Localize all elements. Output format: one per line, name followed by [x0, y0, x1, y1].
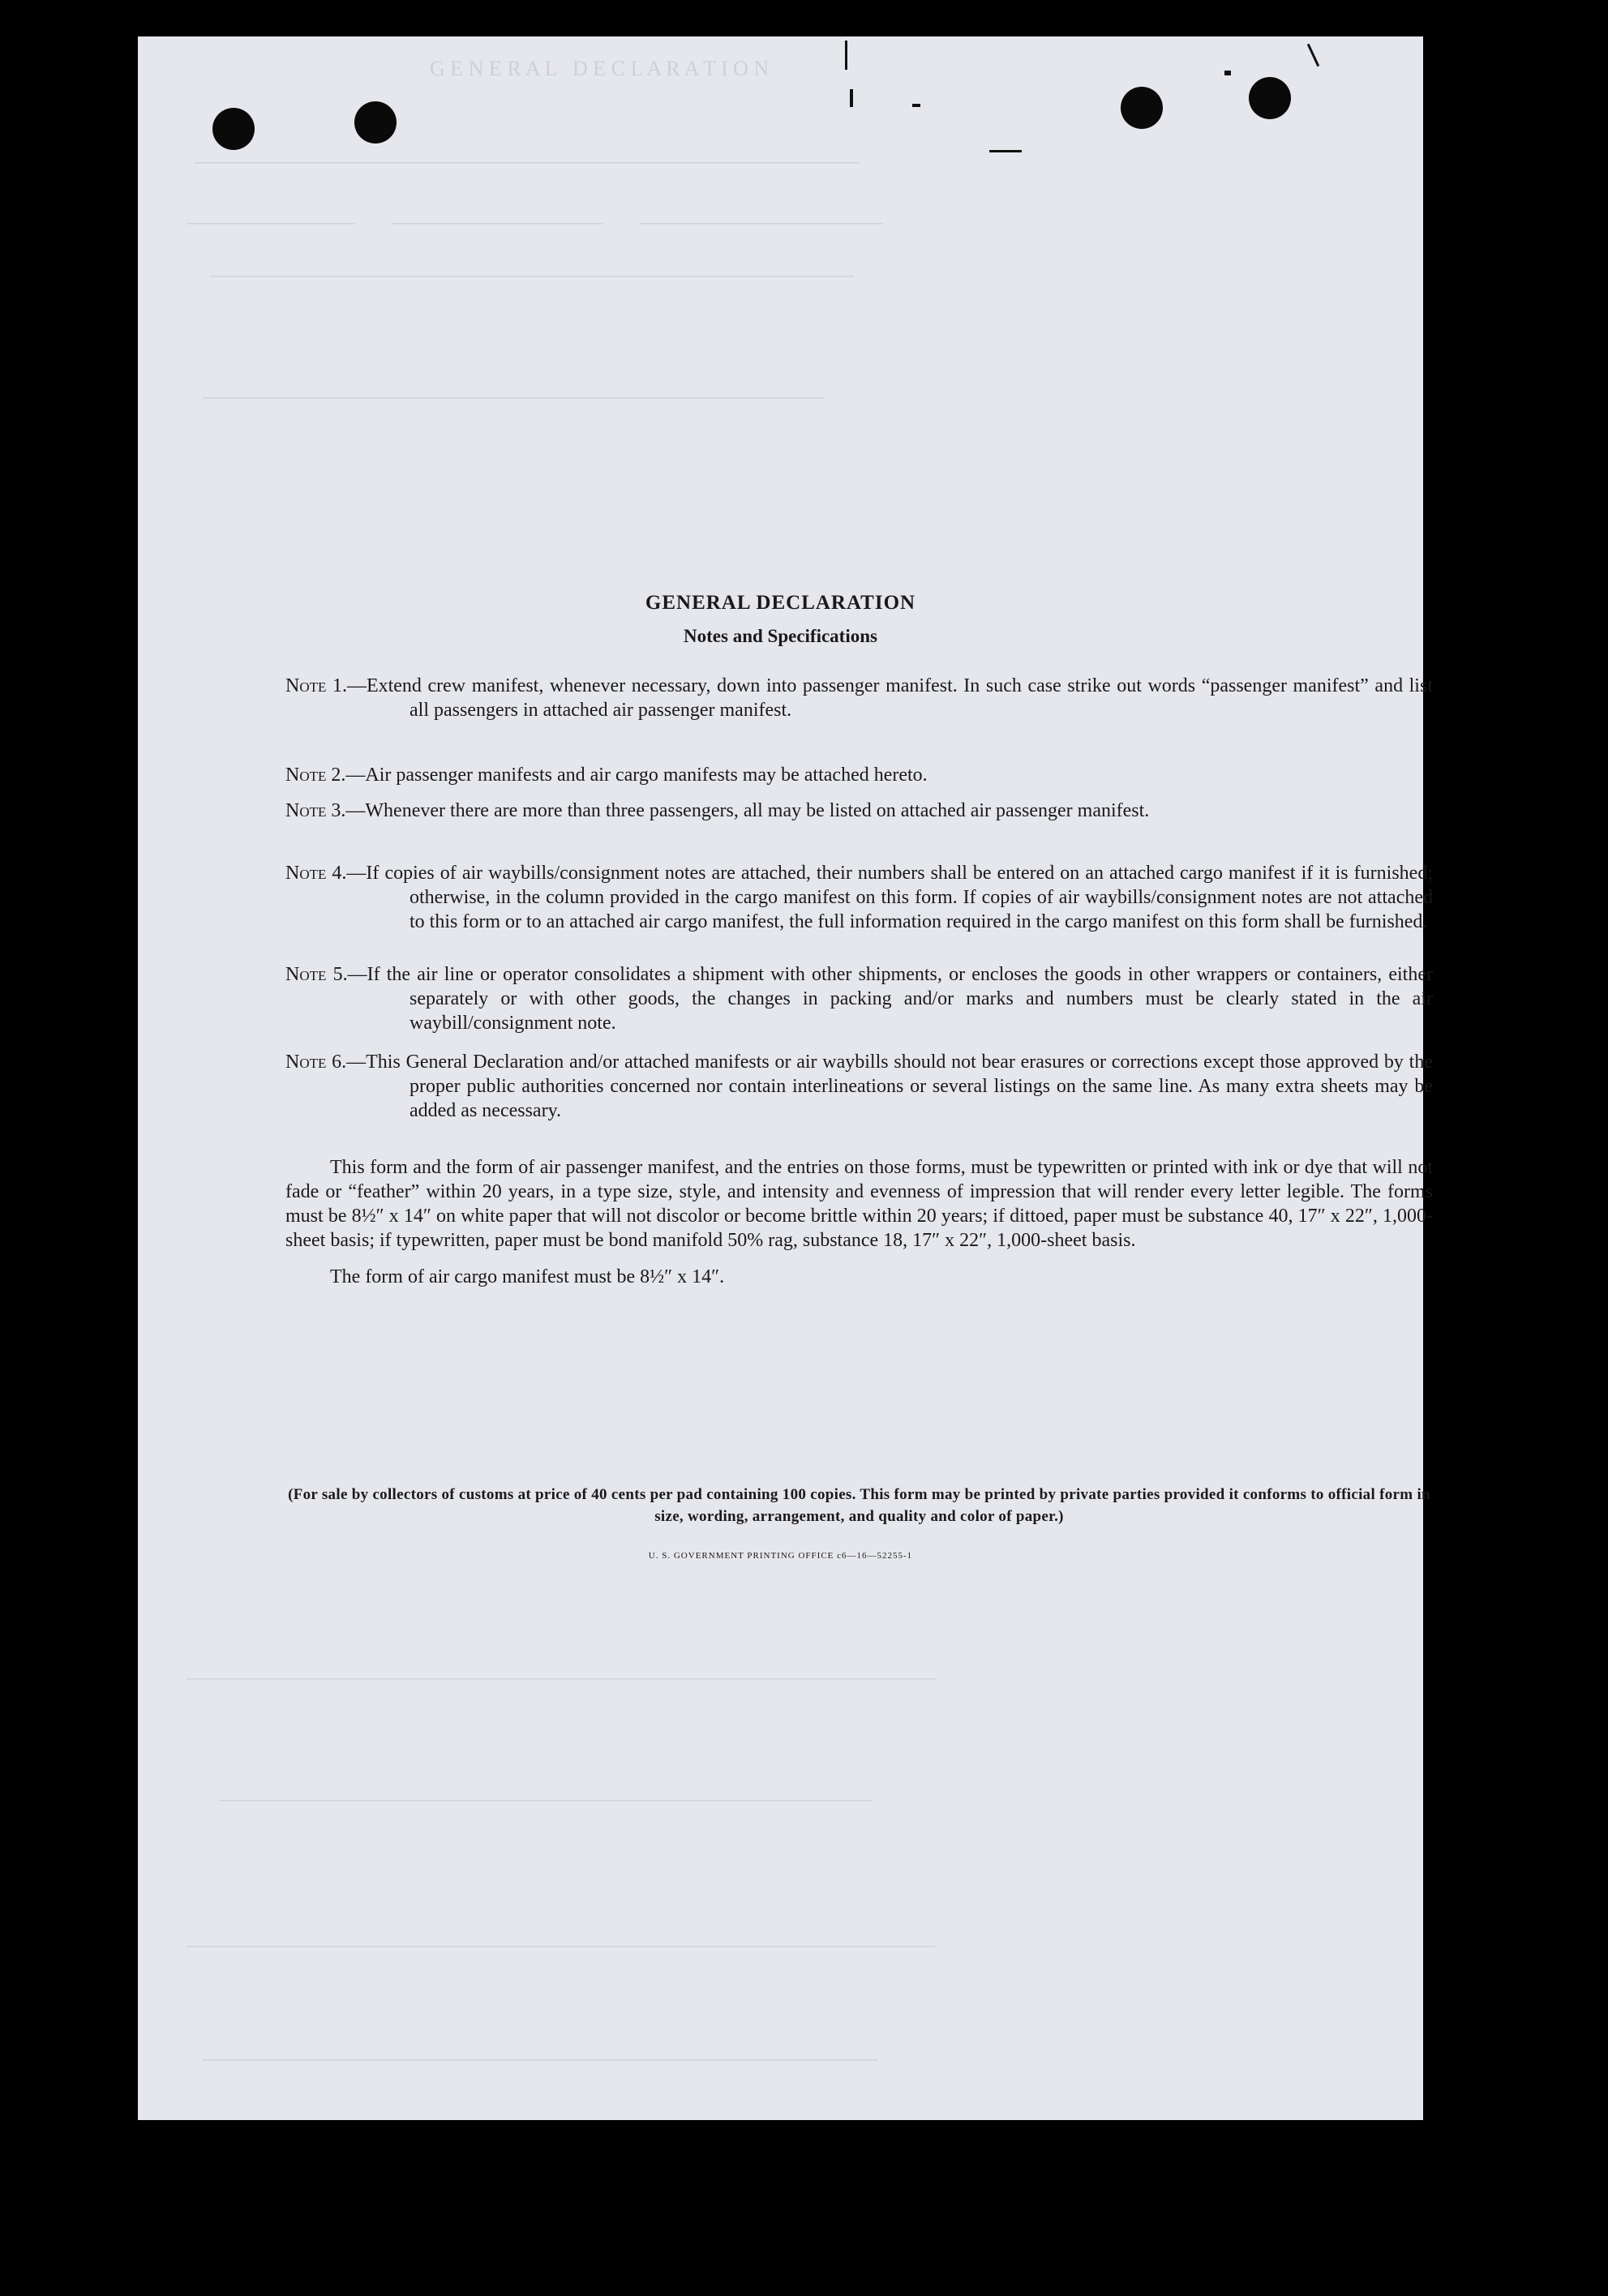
ink-mark: [1224, 71, 1231, 75]
show-through: ________________________________________________________________: [203, 2039, 877, 2063]
note-text: —If copies of air waybills/consignment notes are attached, their numbers shall be entered on an attached cargo manifest if it is furnished; otherwise, in the column provided in the cargo manifest on this form. If copies of air waybills/consignment notes are not attached to this form or to an attached air cargo manifest, the full information required in the cargo manifest on this form shall be furnished.: [346, 863, 1433, 932]
note-label: Note 1.: [285, 675, 347, 696]
ink-mark: [845, 41, 847, 70]
show-through: ______________________________________________________________: [219, 1780, 873, 1803]
ink-mark: [1307, 44, 1319, 66]
note-label: Note 2.: [285, 765, 346, 786]
cargo-manifest-text: The form of air cargo manifest must be 8½″ x 14″.: [330, 1266, 725, 1287]
note-text: —This General Declaration and/or attached manifests or air waybills should not bear erasures or corrections except those approved by the proper public authorities concerned nor contain interlineations or several listings on the same line. As many extra sheets may be added as necessary.: [346, 1052, 1433, 1121]
document-page: [138, 36, 1433, 2120]
note-label: Note 4.: [285, 863, 347, 884]
note-text: —Extend crew manifest, whenever necessary, down into passenger manifest. In such case strike out words “passenger manifest” and list all passengers in attached air passenger manifest.: [346, 675, 1433, 721]
note-label: Note 3.: [285, 800, 346, 821]
sale-notice: (For sale by collectors of customs at price of 40 cents per pad containing 100 copies. This form may be printed by private parties provided it conforms to official form in size, wording, arrangement, and quality and color of paper.): [288, 1486, 1430, 1525]
document-subtitle: Notes and Specifications: [684, 626, 877, 646]
cargo-manifest-size: [285, 1265, 1433, 1289]
specification-paragraph: [285, 1155, 1433, 1253]
document-title: GENERAL DECLARATION: [645, 592, 916, 614]
show-through: ___________________________________________________________: [203, 377, 825, 401]
printer-imprint: U. S. GOVERNMENT PRINTING OFFICE c6—16—52255-1: [648, 1551, 913, 1561]
note-text: —If the air line or operator consolidates a shipment with other shipments, or encloses the goods in other wrappers or containers, either separately or with other goods, the changes in packing and/or marks and numbers must be clearly stated in the air waybill/consignment note.: [347, 964, 1433, 1034]
specification-text: This form and the form of air passenger manifest, and the entries on those forms, must be typewritten or printed with ink or dye that will not fade or “feather” within 20 years, in a type size, style, and intensity and evenness of impression that will render every letter legible. The forms must be 8½″ x 14″ on white paper that will not discolor or become brittle within 20 years; if dittoed, paper must be substance 40, 17″ x 22″, 1,000-sheet basis; if typewritten, paper must be bond manifold 50% rag, substance 18, 17″ x 22″, 1,000-sheet basis.: [285, 1157, 1433, 1251]
punch-hole: [354, 101, 397, 144]
punch-hole: [1249, 77, 1291, 119]
note-1: [285, 674, 1433, 722]
note-5: [285, 962, 1433, 1035]
note-4: [285, 861, 1433, 934]
show-through: _______________________________________________________________: [195, 142, 859, 165]
note-label: Note 5.: [285, 964, 348, 985]
note-text: —Whenever there are more than three passengers, all may be listed on attached air passenger manifest.: [345, 800, 1150, 821]
show-through: G E N E R A L D E C L A R A T I O N: [430, 57, 770, 80]
note-text: —Air passenger manifests and air cargo manifests may be attached hereto.: [345, 765, 928, 786]
show-through: _______________________________________________________________________: [187, 1925, 935, 1949]
show-through: _______________________________________________________________________: [187, 1658, 935, 1681]
note-2: [285, 763, 1433, 787]
ink-mark: [989, 150, 1022, 152]
show-through: _____________________________________________________________: [211, 255, 854, 279]
ink-mark: [912, 104, 920, 107]
ink-mark: [850, 89, 853, 107]
note-6: [285, 1050, 1433, 1123]
note-label: Note 6.: [285, 1052, 347, 1073]
punch-hole: [1121, 87, 1163, 129]
show-through: ________________ ____________________ _______________________: [187, 203, 882, 226]
note-3: [285, 799, 1433, 823]
